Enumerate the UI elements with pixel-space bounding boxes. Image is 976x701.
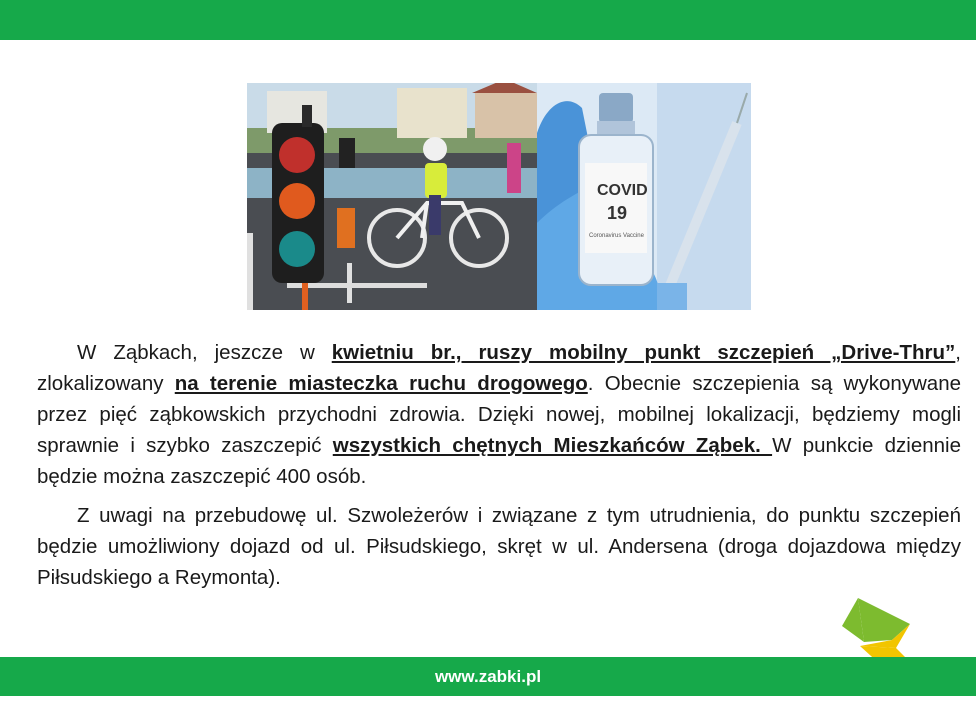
highlight-location: na terenie miasteczka ruchu drogowego bbox=[174, 372, 588, 395]
traffic-light-bicycle-photo bbox=[247, 83, 537, 310]
vial-label-covid: COVID bbox=[597, 182, 648, 199]
vial-label-number: 19 bbox=[607, 203, 628, 223]
article-paragraph-2: Z uwagi na przebudowę ul. Szwoleżerów i związane z tym utrudnienia, do punktu szczepień będzie umożliwiony dojazd od ul. Piłsudskiego, skręt w ul. Andersena (droga dojazdowa między Piłsudskiego a Reymonta). bbox=[37, 504, 961, 589]
text-span: , zlokalizowany bbox=[37, 341, 961, 395]
text-span: W Ząbkach, jeszcze w bbox=[77, 341, 332, 364]
top-bar bbox=[0, 0, 976, 40]
highlight-residents: wszystkich chętnych Mieszkańców Ząbek. bbox=[332, 434, 773, 457]
highlight-drive-thru: kwietniu br., ruszy mobilny punkt szczepień „Drive-Thru” bbox=[331, 341, 956, 364]
text-span: . Obecnie szczepienia są wykonywane przez pięć ząbkowskich przychodni zdrowia. Dzięki nowej, mobilnej lokalizacji, będziemy mogli sprawnie i szybko zaszczepić bbox=[37, 372, 961, 457]
text-span: W punkcie dziennie będzie można zaszczepić 400 osób. bbox=[37, 434, 962, 488]
article-body bbox=[37, 337, 961, 601]
article-paragraph-1 bbox=[37, 337, 961, 492]
covid-vaccine-photo bbox=[537, 83, 751, 310]
footer-url-link[interactable]: www.zabki.pl bbox=[434, 667, 542, 686]
vial-label-vaccine: Coronavirus Vaccine bbox=[589, 233, 644, 239]
